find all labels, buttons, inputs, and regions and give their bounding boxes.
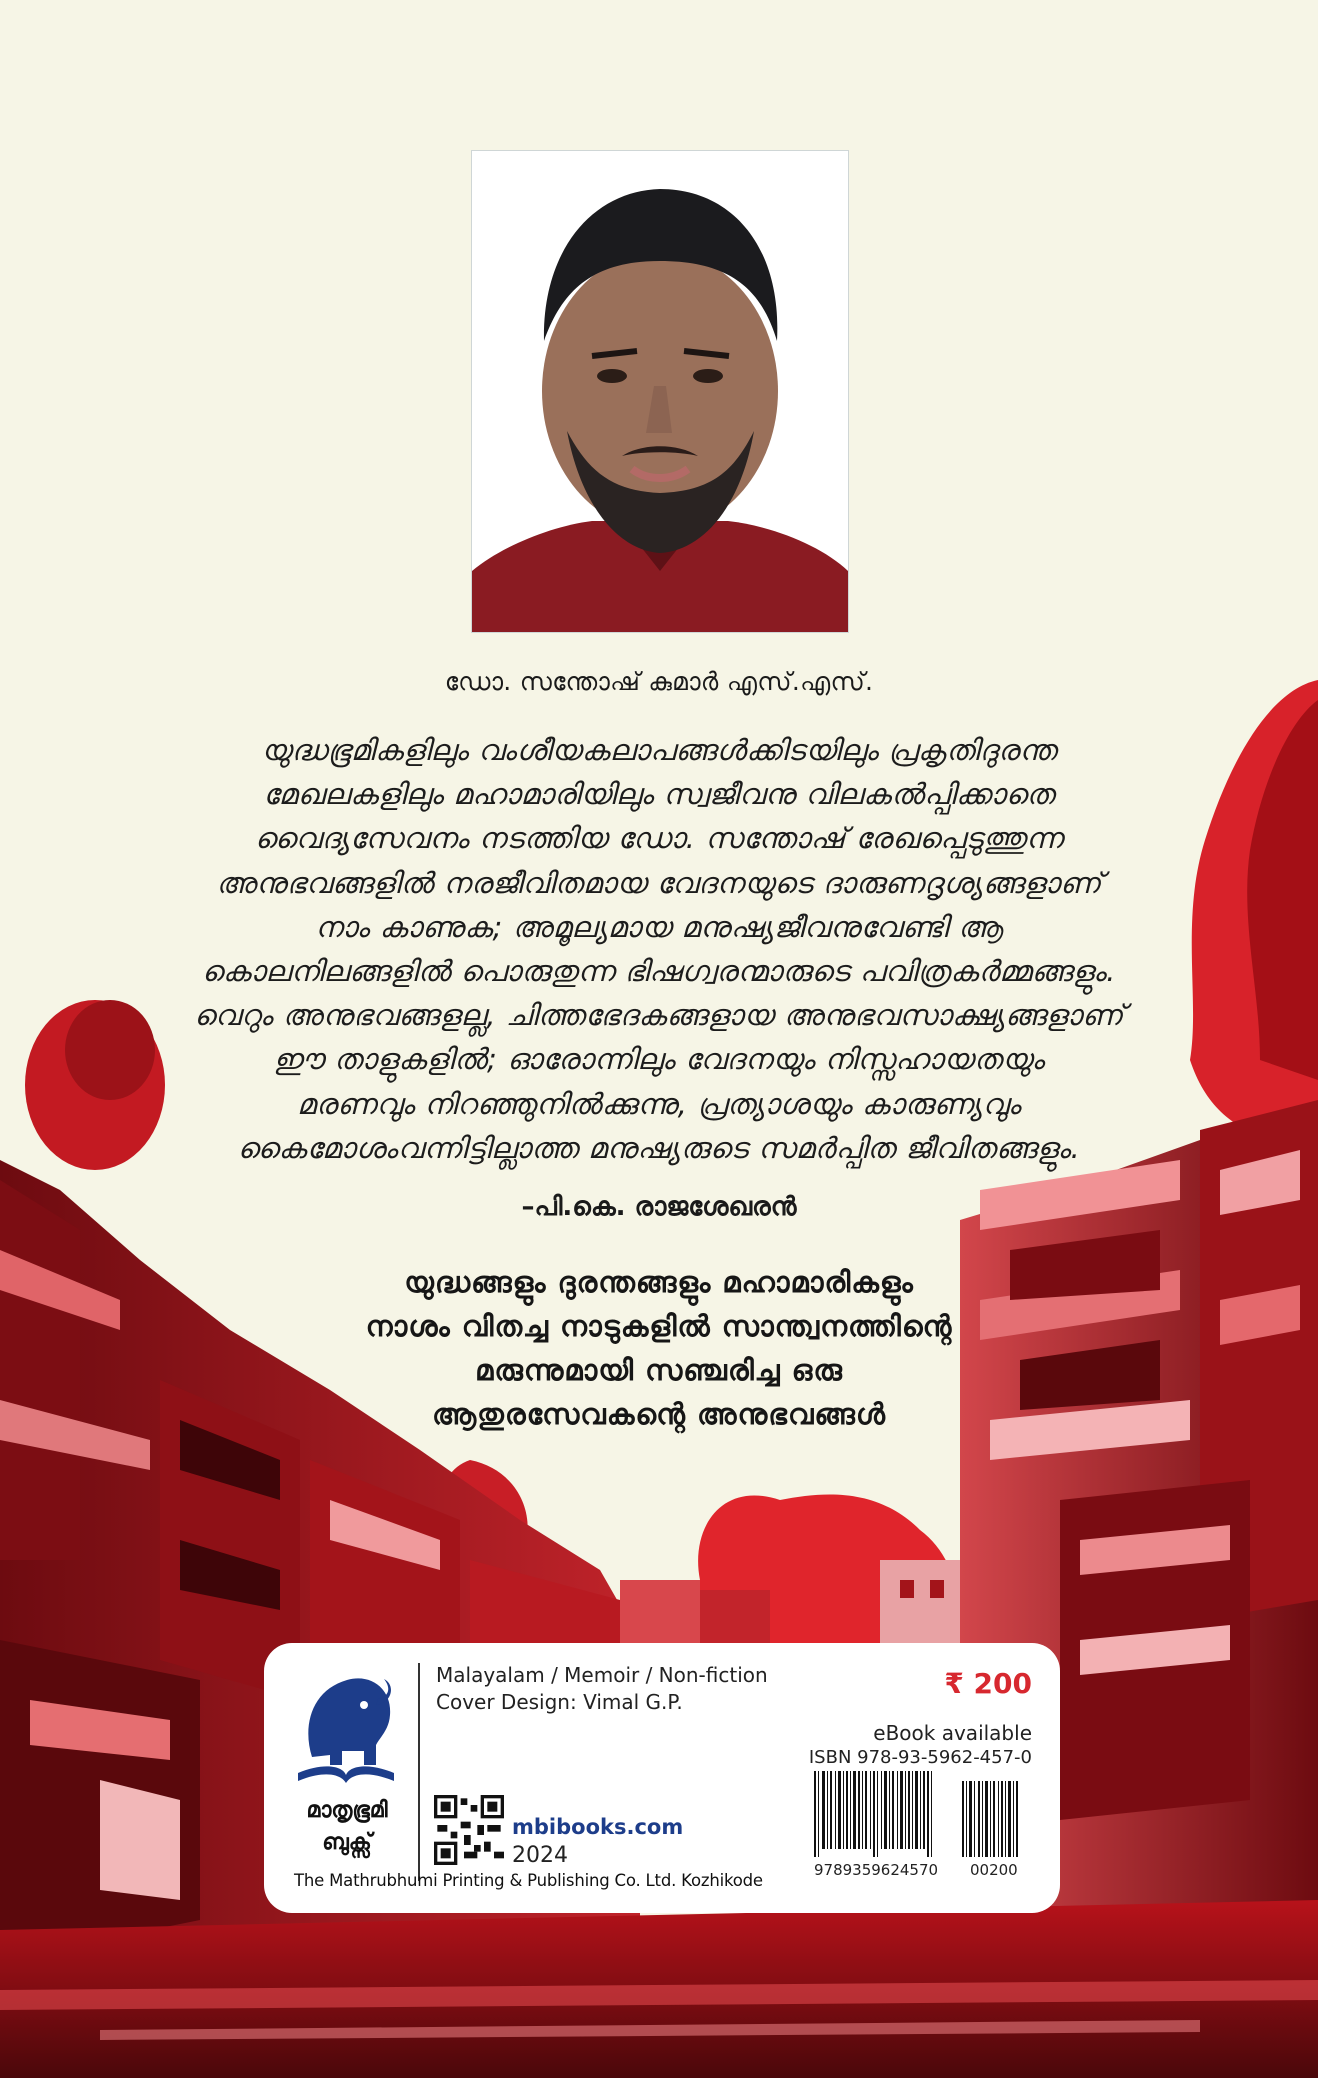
author-photo xyxy=(471,150,849,633)
blurb-line: മരണവും നിറഞ്ഞുനിൽക്കുന്നു, പ്രത്യാശയും കാരുണ്യവും xyxy=(297,1086,1021,1121)
blurb-line: ഈ താളുകളിൽ; ഓരോന്നിലും വേദനയും നിസ്സഹായതയും xyxy=(273,1042,1045,1077)
book-price: ₹ 200 xyxy=(944,1667,1032,1700)
printer-imprint: The Mathrubhumi Printing & Publishing Co. Ltd. Kozhikode xyxy=(294,1871,763,1890)
tagline-line: ആതുരസേവകന്റെ അനുഭവങ്ങൾ xyxy=(432,1397,886,1431)
publisher-info-card xyxy=(264,1643,1060,1913)
publisher-name-line2: ബുക്സ് xyxy=(322,1830,372,1855)
qr-code-icon[interactable] xyxy=(434,1795,504,1865)
blurb-line: മേഖലകളിലും മഹാമാരിയിലും സ്വജീവനു വിലകൽപ്പിക്കാതെ xyxy=(263,777,1055,812)
publisher-website[interactable]: mbibooks.com xyxy=(512,1815,684,1839)
tagline-line: മരുന്നുമായി സഞ്ചരിച്ച ഒരു xyxy=(475,1353,843,1387)
book-category: Malayalam / Memoir / Non-fiction xyxy=(436,1663,768,1687)
blurb-line: യുദ്ധഭൂമികളിലും വംശീയകലാപങ്ങൾക്കിടയിലും പ്രകൃതിദുരന്ത xyxy=(261,733,1057,767)
book-tagline xyxy=(150,1260,1168,1436)
blurb-line: നാം കാണുക; അമൂല്യമായ മനുഷ്യജീവനുവേണ്ടി ആ xyxy=(315,909,1003,944)
blurb-line: കൈമോശംവന്നിട്ടില്ലാത്ത മനുഷ്യരുടെ സമർപ്പിത ജീവിതങ്ങളും. xyxy=(237,1130,1081,1165)
author-name: ഡോ. സന്തോഷ് കുമാർ എസ്.എസ്. xyxy=(444,667,874,696)
barcode-main-digits: 9789359624570 xyxy=(814,1861,939,1879)
barcode-addon-digits: 00200 xyxy=(970,1861,1018,1879)
blurb-line: വൈദ്യസേവനം നടത്തിയ ഡോ. സന്തോഷ് രേഖപ്പെടുത്തുന്ന xyxy=(254,821,1064,856)
isbn-barcode-icon xyxy=(814,1771,1040,1857)
blurb-attribution: –പി.കെ. രാജശേഖരൻ xyxy=(521,1192,797,1222)
tagline-line: നാശം വിതച്ച നാടുകളിൽ സാന്ത്വനത്തിന്റെ xyxy=(365,1309,953,1343)
ebook-availability: eBook available xyxy=(873,1721,1032,1745)
publication-year: 2024 xyxy=(512,1843,568,1868)
isbn-number: ISBN 978-93-5962-457-0 xyxy=(808,1747,1032,1768)
publisher-name-line1: മാതൃഭൂമി xyxy=(306,1798,388,1823)
tagline-line: യുദ്ധങ്ങളും ദുരന്തങ്ങളും മഹാമാരികളും xyxy=(404,1265,914,1299)
cover-design-credit: Cover Design: Vimal G.P. xyxy=(436,1690,683,1714)
blurb-line: അനുഭവങ്ങളിൽ നരജീവിതമായ വേദനയുടെ ദാരുണദൃശ്യങ്ങളാണ് xyxy=(216,865,1102,900)
divider xyxy=(418,1663,420,1881)
blurb-line: വെറും അനുഭവങ്ങളല്ല, ചിത്തഭേദകങ്ങളായ അനുഭവസാക്ഷ്യങ്ങളാണ് xyxy=(194,998,1124,1033)
elephant-book-logo-icon xyxy=(292,1665,400,1793)
book-blurb xyxy=(150,728,1168,1170)
blurb-line: കൊലനിലങ്ങളിൽ പൊരുതുന്ന ഭിഷഗ്വരന്മാരുടെ പവിത്രകർമ്മങ്ങളും. xyxy=(202,954,1116,989)
